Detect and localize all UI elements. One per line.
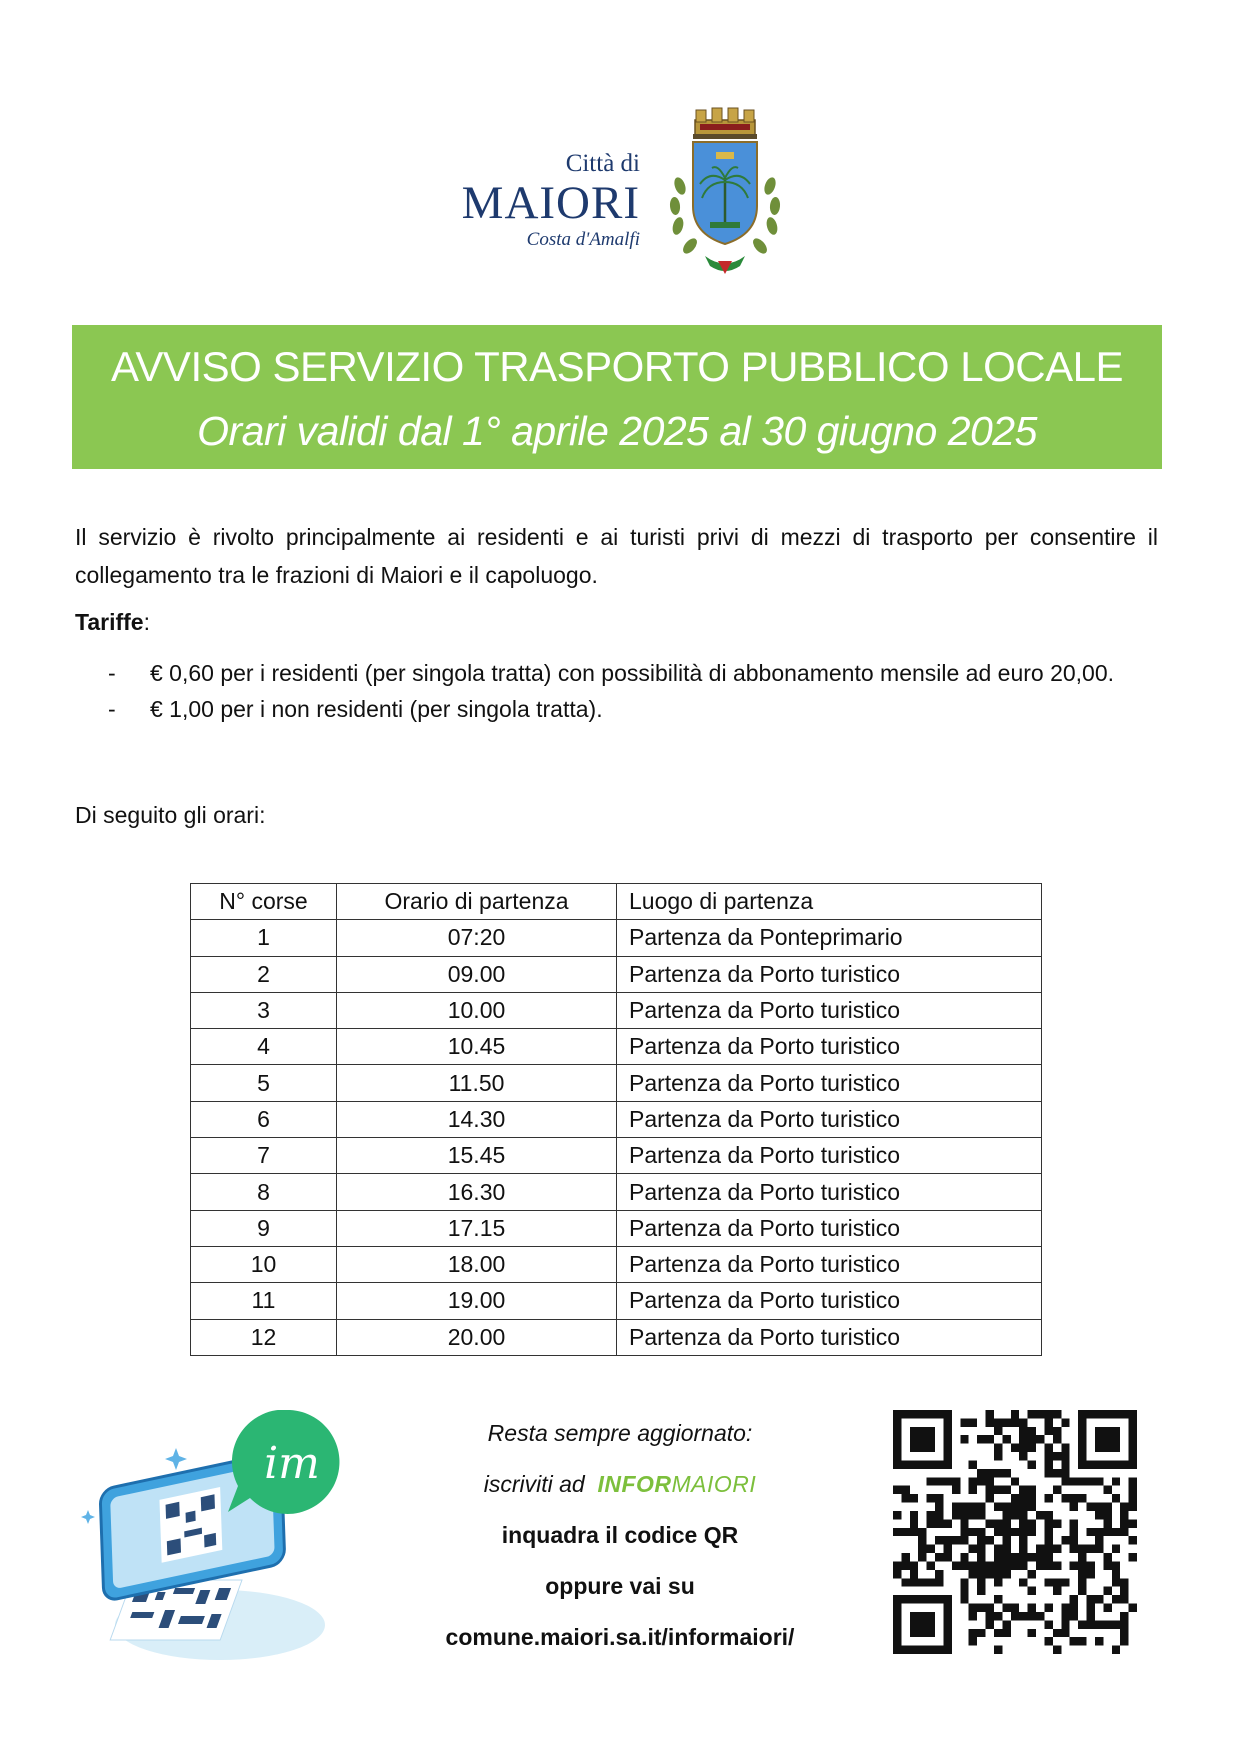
table-row bbox=[191, 956, 1042, 992]
cell-departure-time: 15.45 bbox=[337, 1138, 617, 1174]
cell-departure-time: 14.30 bbox=[337, 1101, 617, 1137]
cell-departure-time: 10.00 bbox=[337, 992, 617, 1028]
cell-departure-time: 20.00 bbox=[337, 1319, 617, 1355]
table-row bbox=[191, 1065, 1042, 1101]
banner-subtitle: Orari validi dal 1° aprile 2025 al 30 giugno 2025 bbox=[197, 408, 1037, 454]
header-luogo: Luogo di partenza bbox=[617, 884, 1042, 920]
cell-departure-place: Partenza da Porto turistico bbox=[617, 992, 1042, 1028]
logo-citta-label: Città di bbox=[565, 150, 640, 177]
cell-departure-place: Partenza da Porto turistico bbox=[617, 1138, 1042, 1174]
app-logo-text: im bbox=[264, 1438, 320, 1489]
cell-corsa-number: 11 bbox=[191, 1283, 337, 1319]
cell-departure-time: 11.50 bbox=[337, 1065, 617, 1101]
table-row bbox=[191, 1210, 1042, 1246]
cell-departure-time: 09.00 bbox=[337, 956, 617, 992]
fare-list bbox=[108, 655, 1158, 727]
cell-departure-place: Partenza da Porto turistico bbox=[617, 1029, 1042, 1065]
list-item bbox=[108, 691, 1158, 727]
cell-corsa-number: 9 bbox=[191, 1210, 337, 1246]
table-row bbox=[191, 1283, 1042, 1319]
cell-departure-place: Partenza da Porto turistico bbox=[617, 1065, 1042, 1101]
table-row bbox=[191, 1138, 1042, 1174]
notice-banner bbox=[72, 325, 1162, 469]
brand-maiori: MAIORI bbox=[671, 1471, 757, 1497]
cell-departure-time: 16.30 bbox=[337, 1174, 617, 1210]
city-logo-text bbox=[430, 150, 640, 252]
qr-code[interactable] bbox=[893, 1410, 1137, 1654]
cell-departure-time: 10.45 bbox=[337, 1029, 617, 1065]
cell-departure-time: 17.15 bbox=[337, 1210, 617, 1246]
footer-subscribe-block bbox=[380, 1408, 860, 1663]
coat-of-arms-icon bbox=[660, 106, 790, 281]
schedule-table bbox=[190, 883, 1042, 1356]
cell-departure-place: Partenza da Porto turistico bbox=[617, 1319, 1042, 1355]
table-row bbox=[191, 920, 1042, 956]
cell-corsa-number: 4 bbox=[191, 1029, 337, 1065]
cell-departure-place: Partenza da Porto turistico bbox=[617, 1283, 1042, 1319]
schedule-intro: Di seguito gli orari: bbox=[75, 802, 266, 828]
footer-subscribe-line bbox=[380, 1459, 860, 1510]
intro-paragraph: Il servizio è rivolto principalmente ai residenti e ai turisti privi di mezzi di trasporto per consentire il collegamento tra le frazioni di Maiori e il capoluogo. bbox=[75, 524, 1158, 588]
tariffe-label: Tariffe bbox=[75, 609, 144, 635]
cell-corsa-number: 3 bbox=[191, 992, 337, 1028]
cell-corsa-number: 6 bbox=[191, 1101, 337, 1137]
cell-corsa-number: 5 bbox=[191, 1065, 337, 1101]
tariffe-heading bbox=[75, 605, 150, 639]
footer-subscribe-prefix: iscriviti ad bbox=[483, 1471, 585, 1497]
cell-corsa-number: 7 bbox=[191, 1138, 337, 1174]
footer-or-visit: oppure vai su bbox=[545, 1573, 695, 1599]
cell-departure-place: Partenza da Porto turistico bbox=[617, 956, 1042, 992]
fare-resident-text: € 0,60 per i residenti (per singola tratta) con possibilità di abbonamento mensile ad euro 20,00. bbox=[150, 660, 1115, 686]
cell-departure-time: 07:20 bbox=[337, 920, 617, 956]
cell-departure-place: Partenza da Porto turistico bbox=[617, 1101, 1042, 1137]
cell-departure-place: Partenza da Ponteprimario bbox=[617, 920, 1042, 956]
footer-stay-updated: Resta sempre aggiornato: bbox=[487, 1420, 753, 1446]
phone-qr-illustration-icon bbox=[80, 1410, 360, 1670]
header-corse: N° corse bbox=[191, 884, 337, 920]
cell-departure-time: 19.00 bbox=[337, 1283, 617, 1319]
banner-title: AVVISO SERVIZIO TRASPORTO PUBBLICO LOCALE bbox=[111, 343, 1123, 390]
cell-departure-place: Partenza da Porto turistico bbox=[617, 1246, 1042, 1282]
brand-infor: INFOR bbox=[597, 1471, 672, 1497]
fare-nonresident-text: € 1,00 per i non residenti (per singola tratta). bbox=[150, 696, 603, 722]
table-row bbox=[191, 992, 1042, 1028]
cell-corsa-number: 1 bbox=[191, 920, 337, 956]
table-header-row bbox=[191, 884, 1042, 920]
tariffe-colon: : bbox=[143, 609, 150, 635]
cell-departure-place: Partenza da Porto turistico bbox=[617, 1210, 1042, 1246]
table-row bbox=[191, 1029, 1042, 1065]
header-orario: Orario di partenza bbox=[337, 884, 617, 920]
cell-departure-place: Partenza da Porto turistico bbox=[617, 1174, 1042, 1210]
list-item bbox=[108, 655, 1158, 691]
table-row bbox=[191, 1101, 1042, 1137]
list-dash: - bbox=[108, 660, 116, 686]
table-row bbox=[191, 1174, 1042, 1210]
footer-scan-qr: inquadra il codice QR bbox=[501, 1522, 739, 1548]
footer-url-link[interactable]: comune.maiori.sa.it/informaiori/ bbox=[445, 1624, 795, 1650]
cell-corsa-number: 8 bbox=[191, 1174, 337, 1210]
cell-corsa-number: 2 bbox=[191, 956, 337, 992]
table-row bbox=[191, 1319, 1042, 1355]
logo-subtitle: Costa d'Amalfi bbox=[526, 229, 640, 250]
cell-corsa-number: 12 bbox=[191, 1319, 337, 1355]
schedule-body bbox=[191, 920, 1042, 1356]
logo-city-name: MAIORI bbox=[461, 177, 640, 229]
cell-departure-time: 18.00 bbox=[337, 1246, 617, 1282]
table-row bbox=[191, 1246, 1042, 1282]
cell-corsa-number: 10 bbox=[191, 1246, 337, 1282]
list-dash: - bbox=[108, 696, 116, 722]
